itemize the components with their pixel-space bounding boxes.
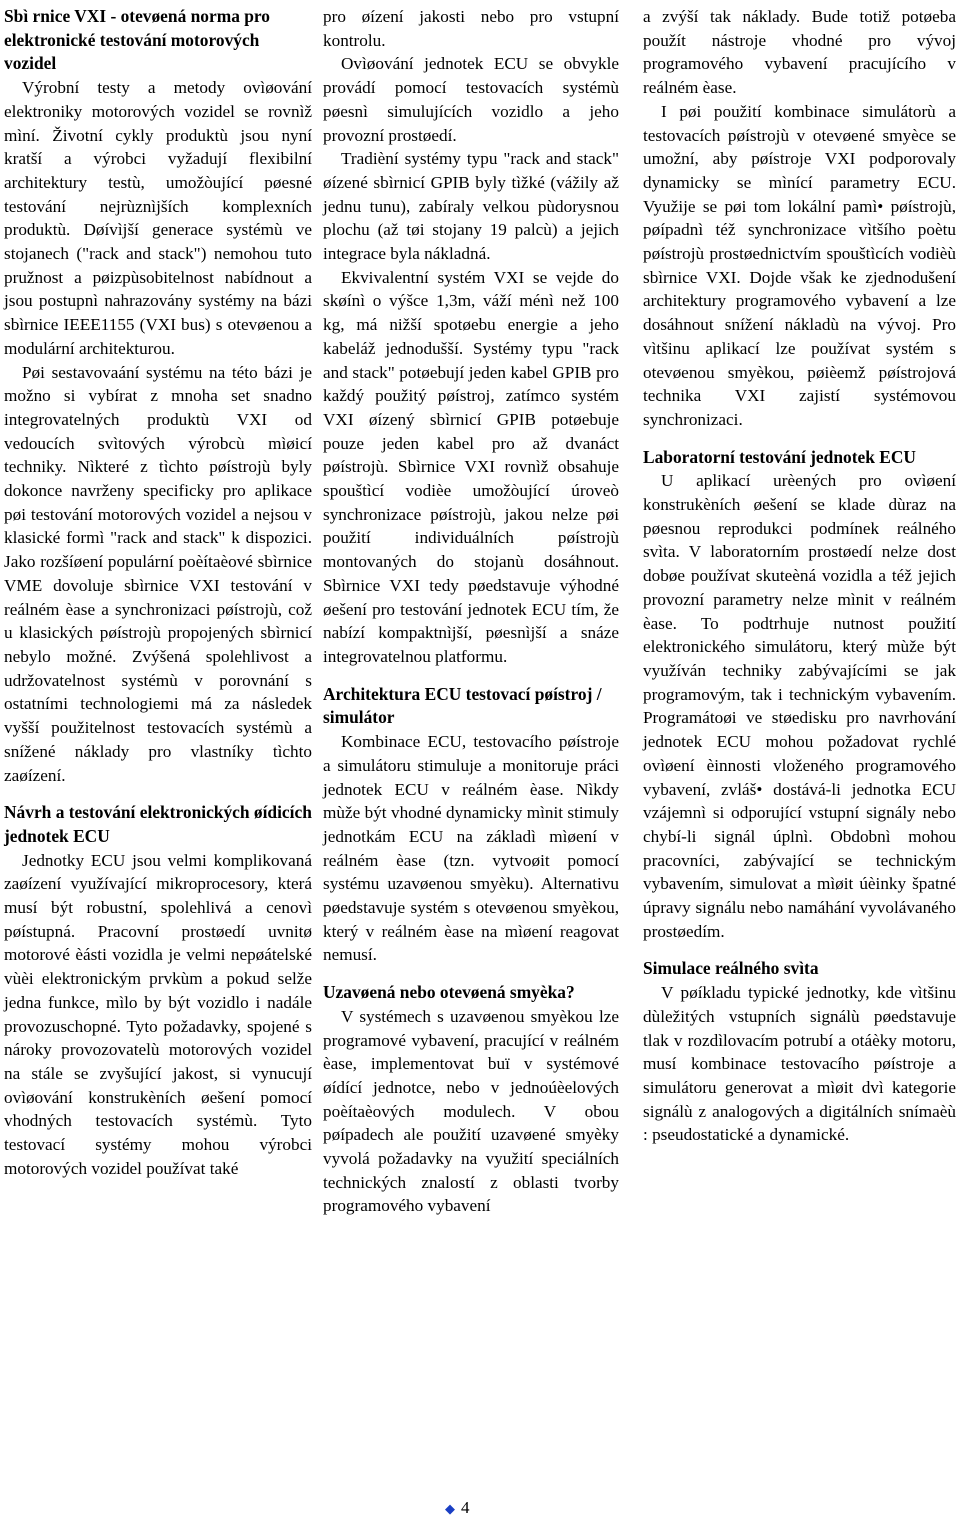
paragraph: Ovìøování jednotek ECU se obvykle provádí pomocí testovacích systémù pøesnì simulujících vozidlo a jeho provozní prostøedí.	[323, 54, 619, 145]
section-heading: Návrh a testování elektronických øídicích jednotek ECU	[4, 802, 312, 846]
paragraph: a zvýší tak náklady. Bude totiž potøeba použít nástroje vhodné pro vývoj programového vybavení pracujícího v reálném èase.	[643, 7, 956, 98]
page-footer	[445, 1498, 470, 1519]
paragraph: I pøi použití kombinace simulátorù a testovacích pøístrojù v otevøené smyèce se umožní, aby pøístroje VXI podporovaly dynamicky se mìnící parametry ECU. Využije se pøi tom lokální pamì• pøístrojù, pøípadnì též synchronizace vìtšího poètu pøístrojù prostøednictvím spouštìcích vodièù sbìrnice VXI. Dojde však ke zjednodušení architektury programového vybavení a lze dosáhnout snížení nákladù na vývoj. Pro vìtšinu aplikací lze používat systém s otevøenou smyèkou, pøièemž pøístrojová technika VXI zajistí systémovou synchronizaci.	[643, 101, 956, 429]
paragraph: Pøi sestavovaání systému na této bázi je možno si vybírat z mnoha set snadno integrovatelných produktù VXI od vedoucích svìtových výrobcù mìøicí techniky. Nìkteré z tìchto pøístrojù byly dokonce navrženy specificky pro aplikace pøi testování motorových vozidel a nejsou v klasické formì "rack and stack" k dispozici. Jako rozšíøení populární poèítaèové sbìrnice VME dovoluje sbìrnice VXI testování v reálném èase a synchronizaci pøístrojù, což u klasických pøístrojù propojených sbìrnicí nebylo možné. Zvýšená spolehlivost a udržovatelnost systémù v porovnání s ostatními technologiemi má za následek vyšší použitelnost testovacích systémù a snížené náklady pro vlastníky tìchto zaøízení.	[4, 362, 312, 785]
section-heading: Laboratorní testování jednotek ECU	[643, 446, 916, 467]
paragraph: Výrobní testy a metody ovìøování elektroniky motorových vozidel se rovnìž mìní. Životní cykly produktù jsou nyní kratší a výrobci vyžadují flexibilní architektury testù, umožòující pøesné testování nejrùznìjších komplexních produktù. Døívìjší generace systémù ve stojanech ("rack and stack") nemohou tuto pružnost a pøizpùsobitelnost nabídnout a jsou postupnì nahrazovány systémy na bázi sbìrnice IEEE1155 (VXI bus) s otevøenou a modulární architekturou.	[4, 78, 312, 358]
paragraph: V systémech s uzavøenou smyèkou lze programové vybavení, pracující v reálném èase, implementovat buï v systémové øídící jednotce, nebo v jednoúèelových poèítaèových modulech. V obou pøípadech ale použití uzavøené smyèky vyvolá požadavky na využití speciálních technických znalostí z oblasti tvorby programového vybavení	[323, 1006, 619, 1216]
paragraph: Jednotky ECU jsou velmi komplikovaná zaøízení využívající mikroprocesory, která musí být robustní, spolehlivá a cenovì pøístupná. Pracovní prostøedí uvnitø motorové èásti vozidla je velmi nepøátelské vùèi elektronickým prvkùm a pokud selže jedna funkce, mìlo by být vozidlo i nadále provozuschopné. Tyto požadavky, spojené s nároky provozovatelù motorových vozidel na stále se zvyšující jakost, si vynucují ovìøování konstrukèních øešení pomocí vhodných testovacích systémù. Tyto testovací systémy mohou výrobci motorových vozidel používat také	[4, 850, 312, 1178]
column-2	[323, 5, 619, 1218]
page-number: 4	[461, 1498, 470, 1517]
diamond-bullet-icon: ◆	[445, 1501, 455, 1516]
section-heading: Uzavøená nebo otevøená smyèka?	[323, 982, 575, 1003]
paragraph: Tradièní systémy typu "rack and stack" øízené sbìrnicí GPIB byly tìžké (vážily až jednu tunu), zabíraly velkou pùdorysnou plochu (až tøi stojany 19 palcù) a jejich integrace byla nákladná.	[323, 149, 619, 264]
paragraph: Kombinace ECU, testovacího pøístroje a simulátoru stimuluje a monitoruje práci jednotek ECU v reálném èase. Nìkdy mùže být vhodné dynamicky mìnit stimuly jednotkám ECU na základì mìøení v reálném èase (tzn. vytvoøit pomocí systému uzavøenou smyèku). Alternativu pøedstavuje systém s otevøenou smyèkou, který v reálném èase na mìøení reagovat nemusí.	[323, 732, 619, 965]
paragraph: Ekvivalentní systém VXI se vejde do skøínì o výšce 1,3m, váží ménì než 100 kg, má nižší spotøebu energie a jeho kabeláž jednodušší. Systémy typu "rack and stack" potøebují jeden kabel GPIB pro každý použitý pøístroj, zatímco systém VXI øízený sbìrnicí GPIB potøebuje pouze jeden kabel pro až dvanáct pøístrojù. Sbìrnice VXI rovnìž obsahuje spouštìcí vodièe umožòující úroveò synchronizace pøístrojù, jakou nelze pøi použití individuálních pøístrojù montovaných do stojanù dosáhnout. Sbìrnice VXI tedy pøedstavuje výhodné øešení pro testování jednotek ECU tím, že nabízí kompaktnìjší, pøesnìjší a snáze integrovatelnou platformu.	[323, 267, 619, 666]
paragraph: pro øízení jakosti nebo pro vstupní kontrolu.	[323, 7, 619, 50]
section-heading: Architektura ECU testovací pøístroj / simulátor	[323, 683, 602, 728]
paragraph: V pøíkladu typické jednotky, kde vìtšinu dùležitých vstupních signálù pøedstavuje tlak v rozdìlovacím potrubí a otáèky motoru, musí kombinace testovacího pøístroje a simulátoru generovat a mìøit dvì kategorie signálù z analogových a digitálních snímaèù : pseudostatické a dynamické.	[643, 983, 956, 1145]
section-heading: Simulace reálného svìta	[643, 958, 819, 979]
paragraph: U aplikací urèených pro ovìøení konstrukèních øešení se klade dùraz na pøesnou reprodukci podmínek reálného svìta. V laboratorním prostøedí nelze dost dobøe používat skuteèná vozidla a též jejich provozní parametry nelze mìnit v reálném èase. To podtrhuje nutnost použití elektronického simulátoru, který mùže být využíván techniky zabývajícími se jak programovým, tak i technickým vybavením. Programátoøi ve støedisku pro navrhování jednotek ECU mohou požadovat rychlé ovìøení èinnosti vloženého programového vybavení, zvláš• dostává-li jednotka ECU vzájemnì si odporující vstupní signály nebo chybí-li signál úplnì. Obdobnì mohou pracovníci, zabývající se technickým vybavením, simulovat a mìøit úèinky špatné úpravy signálu nebo namáhání vyvolávaného prostøedím.	[643, 471, 956, 941]
column-3	[643, 5, 956, 1147]
column-1	[4, 5, 312, 1180]
article-title: Sbì rnice VXI - otevøená norma pro elektronické testování motorových vozidel	[4, 6, 271, 74]
